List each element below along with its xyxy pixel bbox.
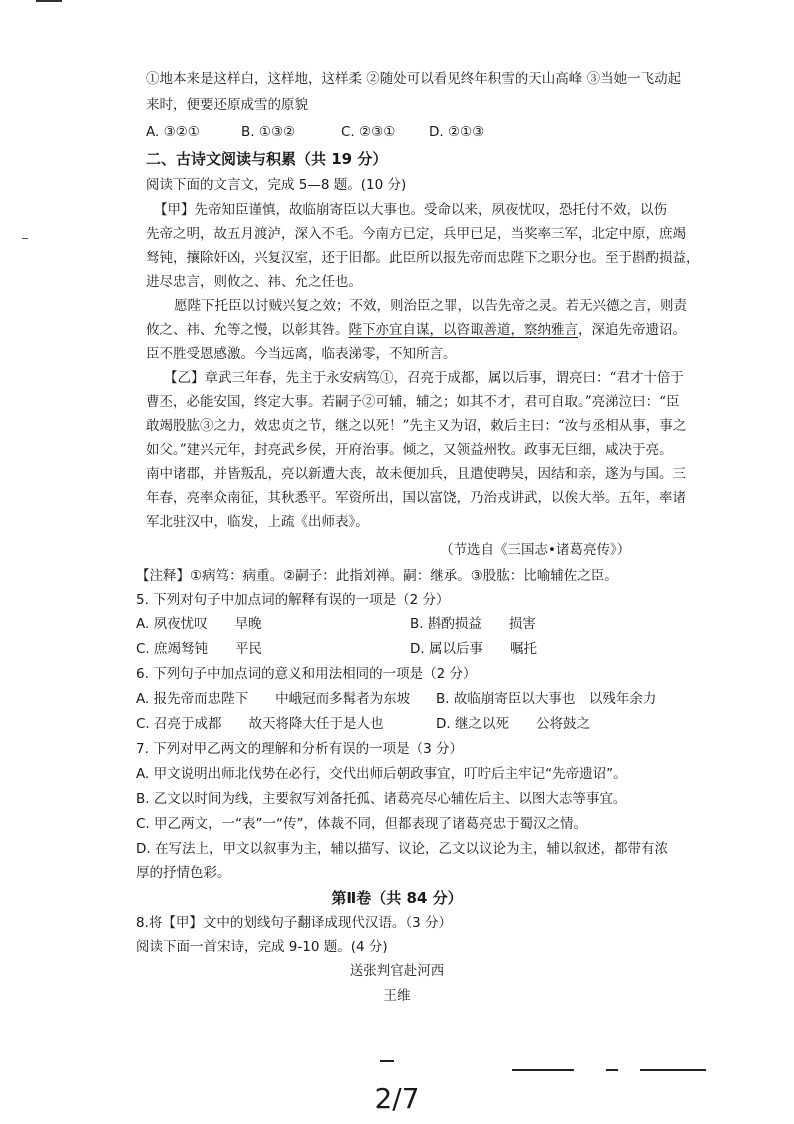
yi-line: 年春，亮率众南征，其秋悉平。军资所出，国以富饶，乃治戎讲武，以俟大举。五年，率诸 xyxy=(146,490,686,506)
scan-mark xyxy=(22,238,28,239)
poem-intro: 阅读下面一首宋诗，完成 9-10 题。(4 分) xyxy=(136,939,388,955)
jia-p2-line: 臣不胜受恩感激。今当远离，临表涕零，不知所言。 xyxy=(146,346,457,362)
scan-mark xyxy=(606,1069,618,1071)
q5-option-d[interactable]: D. 属以后事 嘱托 xyxy=(410,641,537,657)
q5-option-c[interactable]: C. 庶竭驽钝 平民 xyxy=(136,641,263,657)
jia-line: 【甲】先帝知臣谨慎，故临崩寄臣以大事也。受命以来，夙夜忧叹，恐托付不效，以伤 xyxy=(154,202,667,218)
annotation: 【注释】①病笃：病重。②嗣子：此指刘禅。嗣：继承。③股肱：比喻辅佐之臣。 xyxy=(136,568,618,584)
q7-option-d-cont: 厚的抒情色彩。 xyxy=(136,865,231,881)
jia-line: 进尽忠言，则攸之、祎、允之任也。 xyxy=(146,274,362,290)
q5-option-b[interactable]: B. 斟酌损益 损害 xyxy=(410,616,536,632)
q5-option-a[interactable]: A. 夙夜忧叹 早晚 xyxy=(136,616,262,632)
q4-choice-c[interactable]: C. ②③① xyxy=(341,124,396,140)
q6-option-d[interactable]: D. 继之以死 公将鼓之 xyxy=(436,716,590,732)
q4-choice-a[interactable]: A. ③②① xyxy=(146,124,200,140)
underlined-sentence: 陛下亦宜自谋，以咨诹善道，察纳雅言 xyxy=(348,322,578,338)
source-note: （节选自《三国志•诸葛亮传》） xyxy=(440,542,631,558)
yi-line: 南中诸郡，并皆叛乱，亮以新遭大丧，故未便加兵，且遣使聘吴，因结和亲，遂为与国。三 xyxy=(146,466,686,482)
jia-p2-text: ，深追先帝遗诏。 xyxy=(578,322,686,338)
jia-line: 驽钝，攘除奸凶，兴复汉室，还于旧都。此臣所以报先帝而忠陛下之职分也。至于斟酌损益， xyxy=(146,250,700,266)
scan-mark xyxy=(36,0,62,2)
q6-option-c[interactable]: C. 召亮于成都 故天将降大任于是人也 xyxy=(136,716,384,732)
q7-stem: 7. 下列对甲乙两文的理解和分析有误的一项是（3 分） xyxy=(136,741,464,757)
yi-line: 【乙】章武三年春，先主于永安病笃①，召亮于成都，属以后事，谓亮曰：“君才十倍于 xyxy=(164,370,684,386)
scan-mark xyxy=(380,1060,394,1062)
q5-stem: 5. 下列对句子中加点词的解释有误的一项是（2 分） xyxy=(136,592,450,608)
jia-p2-text: 攸之、祎、允等之慢，以彰其咎。 xyxy=(146,322,349,338)
yi-line: 敢竭股肱③之力，效忠贞之节，继之以死！”先主又为诏，敕后主曰：“汝与丞相从事，事之 xyxy=(146,418,687,434)
q4-choices xyxy=(146,123,516,141)
q4-options-line-2: 来时，便要还原成雪的原貌 xyxy=(146,97,308,113)
q4-choice-d[interactable]: D. ②①③ xyxy=(429,124,485,140)
q8: 8.将【甲】文中的划线句子翻译成现代汉语。（3 分） xyxy=(136,915,453,931)
q6-option-b[interactable]: B. 故临崩寄臣以大事也 以残年余力 xyxy=(436,691,657,707)
scan-mark xyxy=(512,1069,574,1071)
q6-option-a[interactable]: A. 报先帝而忠陛下 中峨冠而多髯者为东坡 xyxy=(136,691,411,707)
yi-line: 如父。”建兴元年，封亮武乡侯，开府治事。倾之，又领益州牧。政事无巨细，咸决于亮。 xyxy=(146,442,673,458)
q4-options-line-1: ①地本来是这样白，这样地，这样柔 ②随处可以看见终年积雪的天山高峰 ③当她一飞动起 xyxy=(146,71,682,87)
yi-line: 曹丕，必能安国，终定大事。若嗣子②可辅，辅之；如其不才，君可自取。”亮涕泣曰：“臣 xyxy=(146,394,680,410)
q7-option-a[interactable]: A. 甲文说明出师北伐势在必行，交代出师后朝政事宜，叮咛后主牢记“先帝遗诏”。 xyxy=(136,766,627,782)
q4-choice-b[interactable]: B. ①③② xyxy=(241,124,296,140)
jia-p2-line: 愿陛下托臣以讨贼兴复之效；不效，则治臣之罪，以告先帝之灵。若无兴德之言，则责 xyxy=(174,298,687,314)
yi-line: 军北驻汉中，临发，上疏《出师表》。 xyxy=(146,514,369,530)
poem-author: 王维 xyxy=(383,988,411,1004)
page-number: 2/7 xyxy=(374,1082,420,1115)
jia-line: 先帝之明，故五月渡泸，深入不毛。今南方已定，兵甲已足，当奖率三军，北定中原，庶竭 xyxy=(146,226,686,242)
q7-option-d[interactable]: D. 在写法上，甲文以叙事为主，辅以描写、议论，乙文以议论为主，辅以叙述，都带有浓 xyxy=(136,841,668,857)
scan-mark xyxy=(640,1069,706,1071)
jia-p2-line xyxy=(146,321,686,339)
poem-title: 送张判官赴河西 xyxy=(349,963,445,979)
q6-stem: 6. 下列句子中加点词的意义和用法相同的一项是（2 分） xyxy=(136,666,477,682)
part-2-title: 第Ⅱ卷（共 84 分） xyxy=(331,889,463,907)
q7-option-b[interactable]: B. 乙文以时间为线，主要叙写刘备托孤、诸葛亮尽心辅佐后主、以图大志等事宜。 xyxy=(136,791,627,807)
q7-option-c[interactable]: C. 甲乙两文，一“表”一“传”，体裁不同，但都表现了诸葛亮忠于蜀汉之情。 xyxy=(136,816,587,832)
section-2-title: 二、古诗文阅读与积累（共 19 分） xyxy=(146,150,388,168)
section-2-intro: 阅读下面的文言文，完成 5—8 题。(10 分) xyxy=(146,177,407,193)
